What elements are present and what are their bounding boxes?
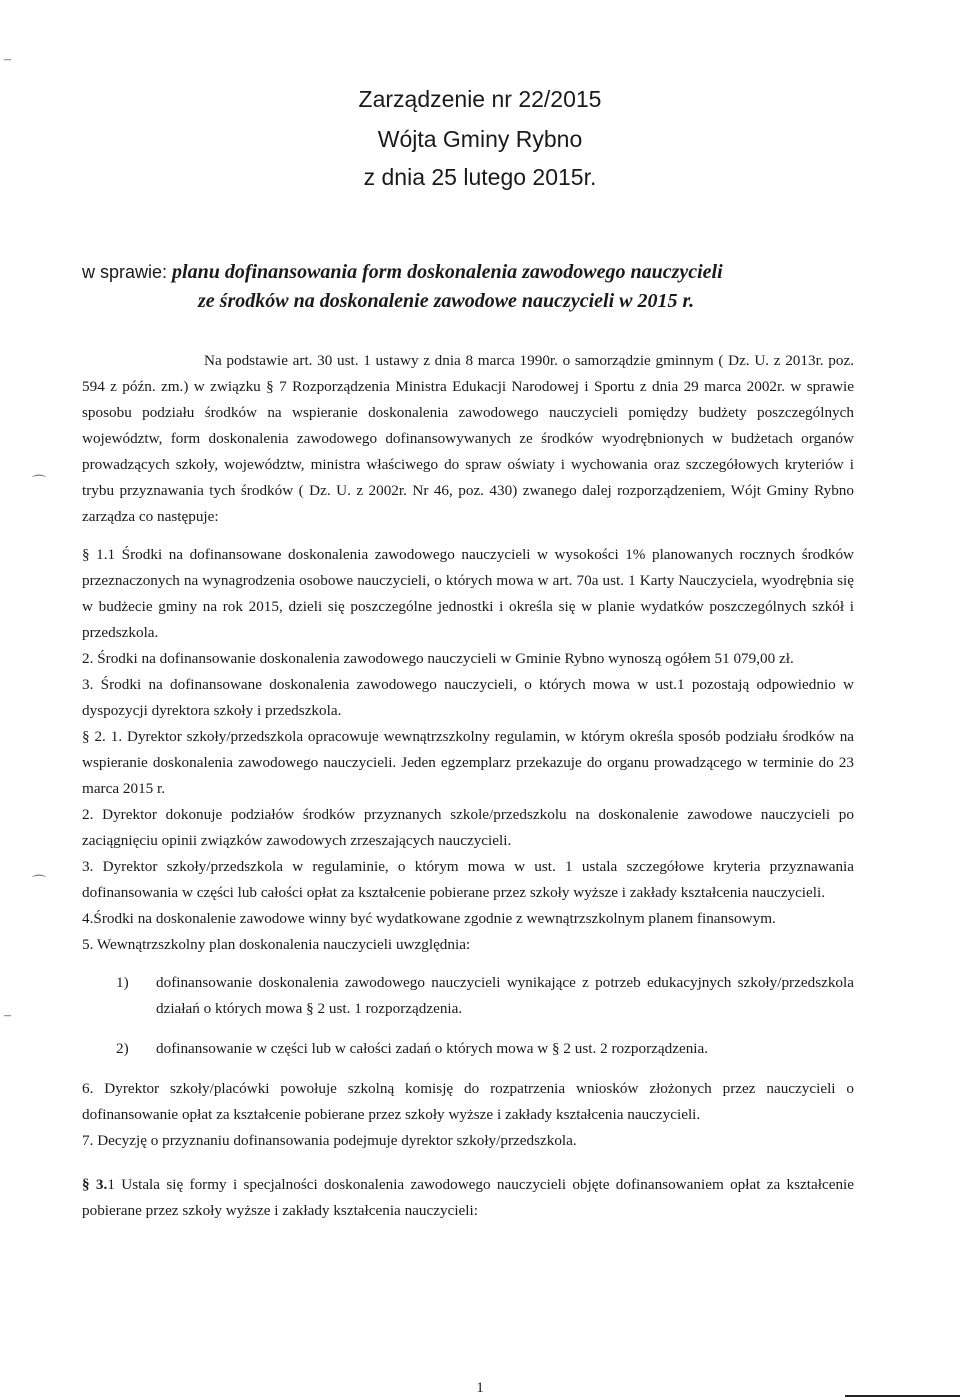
section-1-paragraph-1: § 1.1 Środki na dofinansowane doskonalenia zawodowego nauczycieli w wysokości 1% planowanych rocznych środków przeznaczonych na wynagrodzenia osobowe nauczycieli, o których mowa w art. 70a ust. 1 Karty Nauczyciela, wyodrębnia się w budżecie gminy na rok 2015, dzieli się poszczególne jednostki i określa się w planie wydatków poszczególnych szkół i przedszkola.	[82, 546, 855, 641]
issuer-line: Wójta Gminy Rybno	[377, 126, 583, 152]
section-2-paragraph-3: 3. Dyrektor szkoły/przedszkola w regulaminie, o którym mowa w ust. 1 ustala szczegółowe kryteria przyznawania dofinansowania w części lub całości opłat za kształcenie pobierane przez szkoły wyższe i zakłady kształcenia nauczycieli.	[82, 858, 854, 901]
document-title: Zarządzenie nr 22/2015	[358, 86, 602, 112]
list-item: 2) dofinansowanie w części lub w całości zadań o których mowa w § 2 ust. 2 rozporządzenia.	[116, 1040, 709, 1057]
list-item: 1) dofinansowanie doskonalenia zawodowego nauczycieli wynikające z potrzeb edukacyjnych szkoły/przedszkola działań o których mowa § 2 ust. 1 rozporządzenia.	[116, 974, 854, 1017]
margin-mark-left: ⌒	[32, 876, 46, 891]
section-2-paragraph-6: 6. Dyrektor szkoły/placówki powołuje szkolną komisję do rozpatrzenia wniosków złożonych przez nauczycieli o dofinansowanie opłat za kształcenie pobierane przez szkoły wyższe i zakłady kształcenia nauczycieli.	[82, 1080, 854, 1123]
section-3-marker: § 3.	[82, 1176, 108, 1193]
subject-block	[82, 258, 912, 316]
subject-line-2: ze środków na doskonalenie zawodowe nauczycieli w 2015 r.	[198, 290, 695, 312]
preamble: Na podstawie art. 30 ust. 1 ustawy z dnia 8 marca 1990r. o samorządzie gminnym ( Dz. U. z 2013r. poz. 594 z późn. zm.) w związku § 7 Rozporządzenia Ministra Edukacji Narodowej i Sportu z dnia 29 marca 2002r. w sprawie sposobu podziału środków na wspieranie doskonalenia zawodowego nauczycieli pomiędzy budżety poszczególnych województw, form doskonalenia zawodowego dofinansowywanych ze środków wyodrębnionych w budżetach organów prowadzących szkoły, województw, ministra właściwego do spraw oświaty i wychowania oraz szczegółowych kryteriów i trybu przyznawania tych środków ( Dz. U. z 2002r. Nr 46, poz. 430) zwanego dalej rozporządzeniem, Wójt Gminy Rybno zarządza co następuje:	[82, 352, 854, 525]
section-2-paragraph-7: 7. Decyzję o przyznaniu dofinansowania podejmuje dyrektor szkoły/przedszkola.	[82, 1132, 577, 1149]
section-1-paragraph-2: 2. Środki na dofinansowanie doskonalenia zawodowego nauczycieli w Gminie Rybno wynoszą ogółem 51 079,00 zł.	[82, 650, 794, 667]
section-1-paragraph-3: 3. Środki na dofinansowane doskonalenia zawodowego nauczycieli, o których mowa w ust.1 pozostają odpowiednio w dyspozycji dyrektora szkoły i przedszkola.	[82, 676, 854, 719]
section-3-paragraph-1: § 3.1 Ustala się formy i specjalności doskonalenia zawodowego nauczycieli objęte dofinansowaniem opłat za kształcenie pobierane przez szkoły wyższe i zakłady kształcenia nauczycieli:	[82, 1176, 855, 1219]
section-2-paragraph-1: § 2. 1. Dyrektor szkoły/przedszkola opracowuje wewnątrzszkolny regulamin, w którym określa sposób podziału środków na wspieranie doskonalenia zawodowego nauczycieli. Jeden egzemplarz przekazuje do organu prowadzącego w terminie do 23 marca 2015 r.	[82, 728, 855, 797]
section-2-marker: § 2.	[82, 728, 106, 745]
date-line: z dnia 25 lutego 2015r.	[363, 164, 597, 190]
section-2-paragraph-5: 5. Wewnątrzszkolny plan doskonalenia nauczycieli uwzględnia:	[82, 936, 471, 953]
subject-line-1: planu dofinansowania form doskonalenia zawodowego nauczycieli	[172, 261, 723, 283]
uwzglednia-list	[82, 970, 854, 1062]
document-body	[82, 348, 854, 1224]
subject-label: w sprawie:	[82, 262, 168, 282]
margin-mark-left: ⌒	[32, 476, 46, 491]
margin-mark-left: –	[4, 1008, 11, 1023]
section-2-paragraph-2: 2. Dyrektor dokonuje podziałów środków przyznanych szkole/przedszkolu na doskonalenie zawodowe nauczycieli po zaciągnięciu opinii związków zawodowych zrzeszających nauczycieli.	[82, 806, 854, 849]
margin-mark-top: –	[4, 52, 11, 67]
page-number: 1	[476, 1380, 484, 1396]
section-2-paragraph-4: 4.Środki na doskonalenie zawodowe winny być wydatkowane zgodnie z wewnątrzszkolnym planem finansowym.	[82, 910, 776, 927]
section-1-marker: § 1.	[82, 546, 108, 563]
bottom-rule	[845, 1395, 960, 1397]
